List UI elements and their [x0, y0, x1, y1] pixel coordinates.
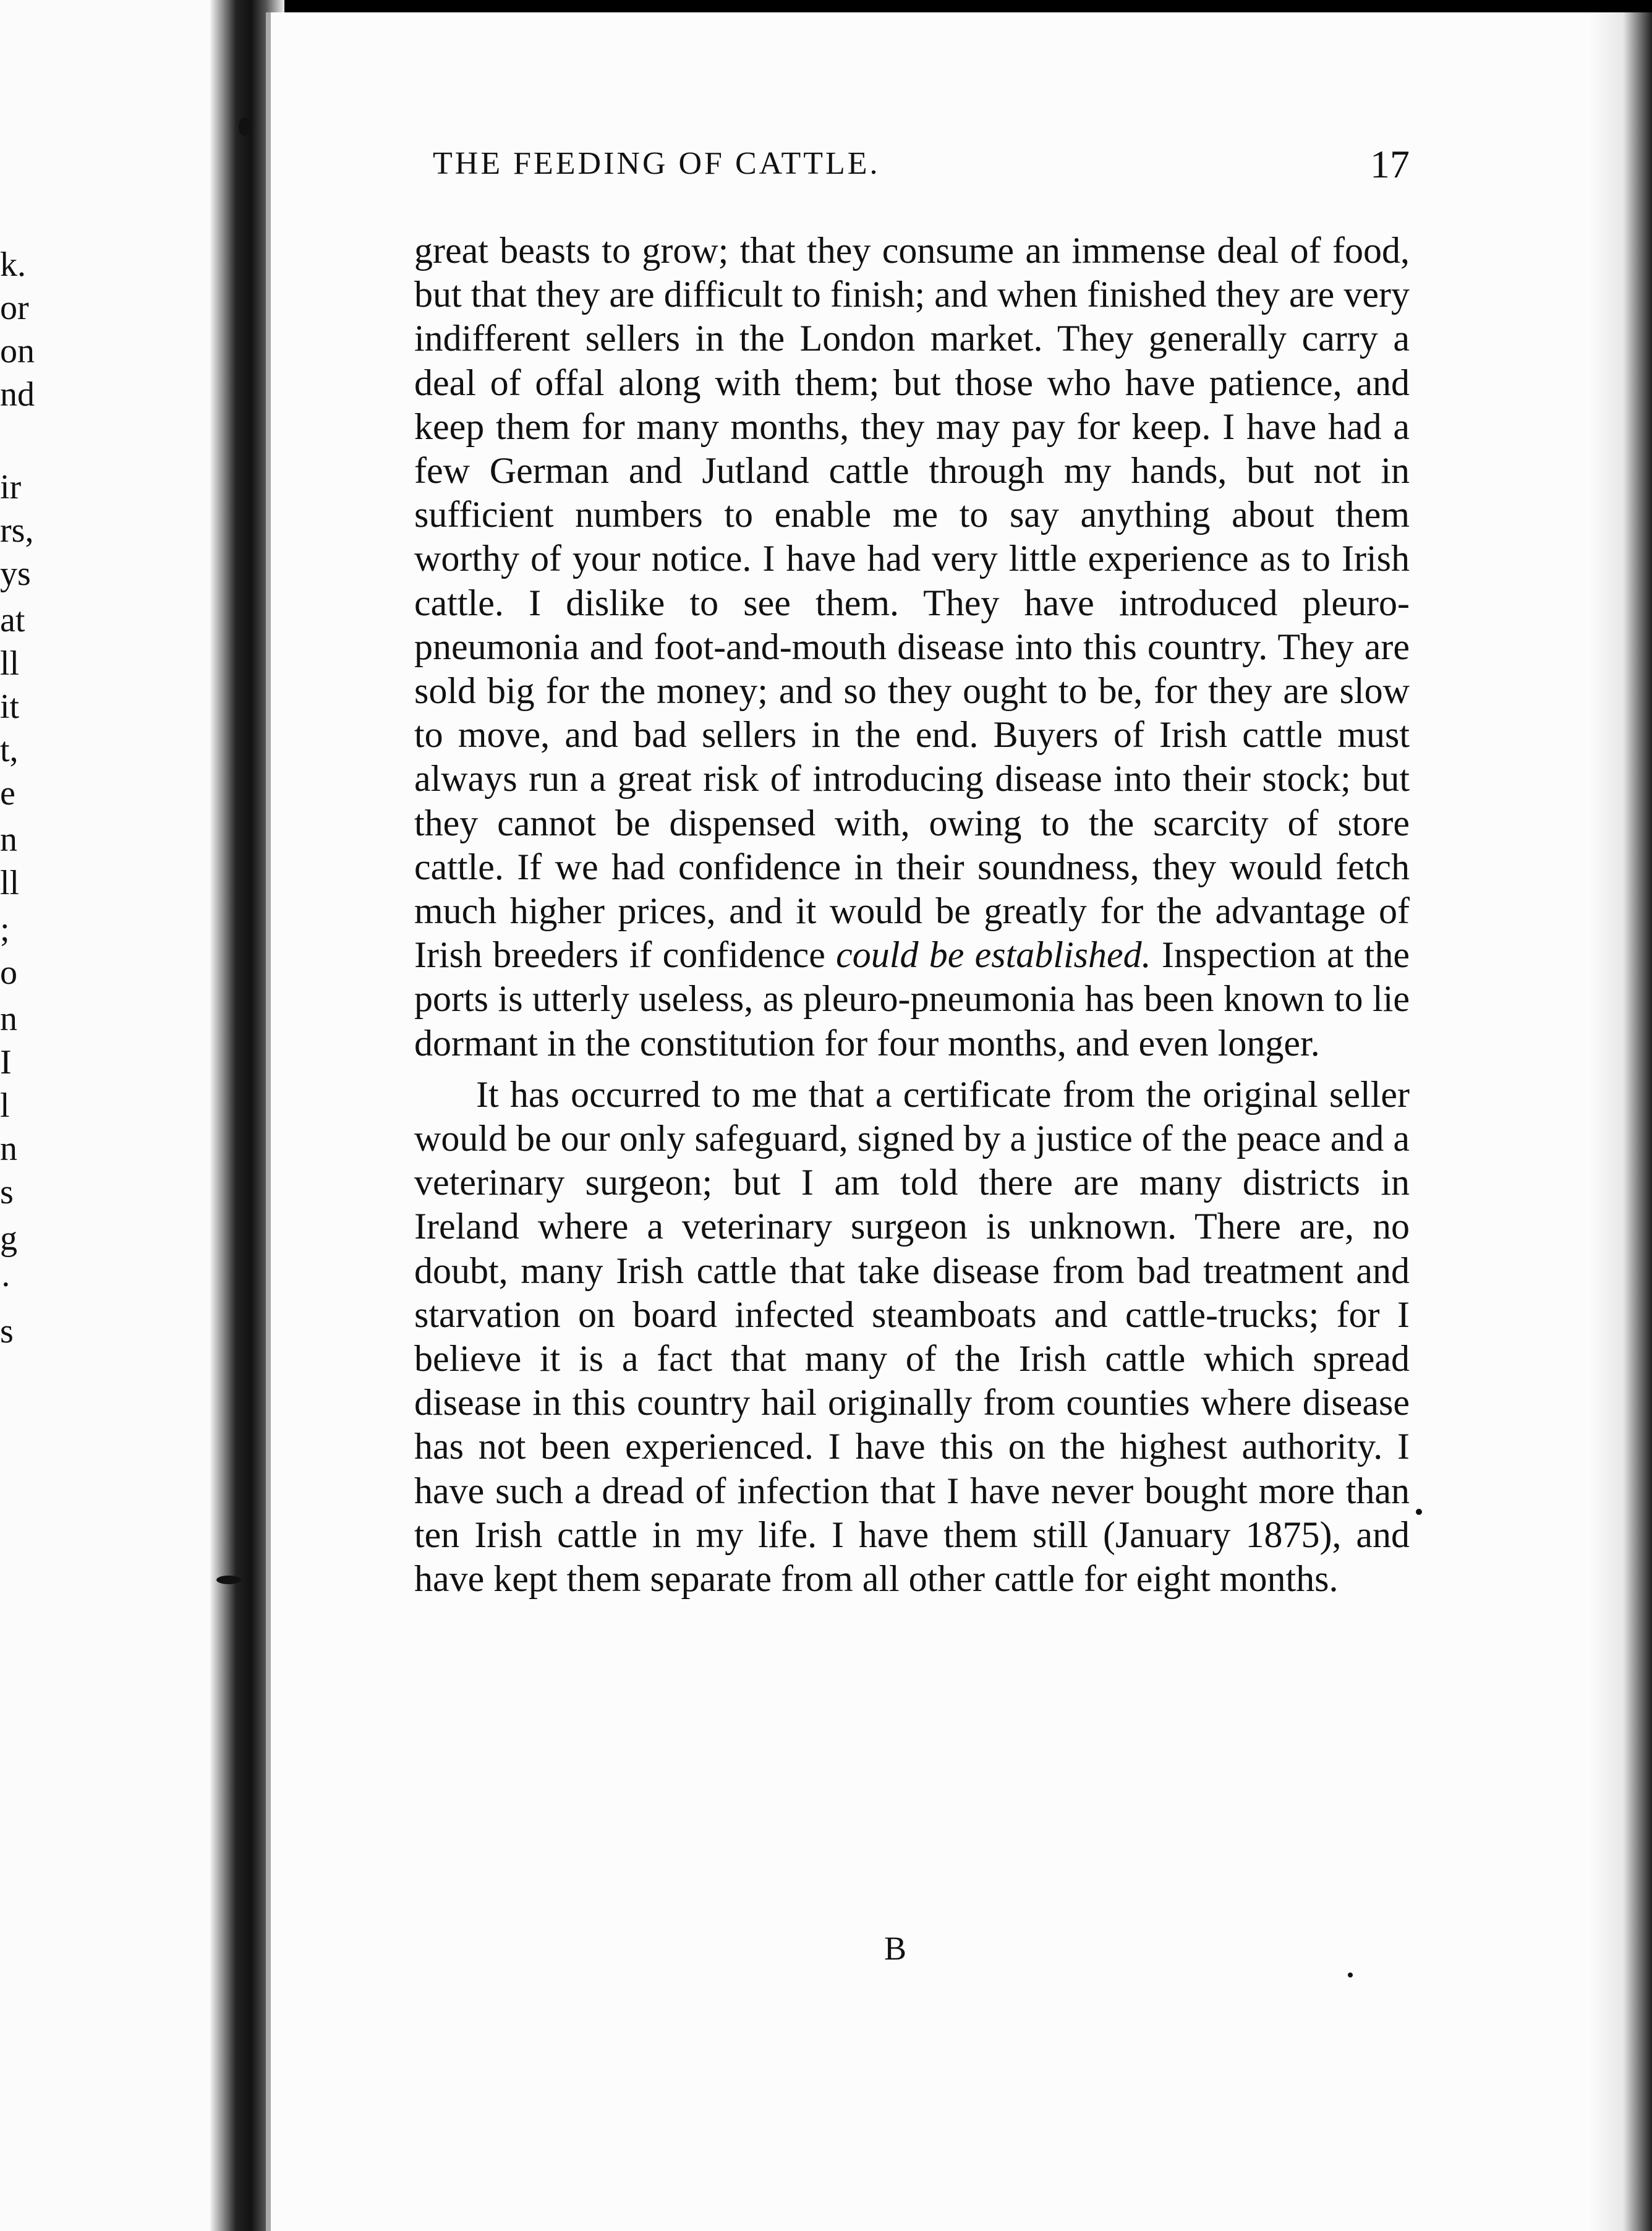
- left-page-fragment: s: [0, 1312, 14, 1350]
- left-page-fragment: k.: [0, 245, 26, 284]
- left-page-fragment: g: [0, 1219, 17, 1258]
- ink-speck: [1348, 1973, 1353, 1977]
- left-page-fragment: on: [0, 332, 35, 370]
- paragraph-text: great beasts to grow; that they consume an immense deal of food, but that they are difficult to finish; and when finished they are very indifferent sellers in the London market. They generally carry a deal of offal along with them; but those who have patience, and keep them for many months, they may pay for keep. I have had a few German and Jutland cattle through my hands, but not in sufficient numbers to enable me to say anything about them worthy of your notice. I have had very little experience as to Irish cattle. I dislike to see them. They have introduced pleuro-pneumonia and foot-and-mouth disease into this country. They are sold big for the money; and so they ought to be, for they are slow to move, and bad sellers in the end. Buyers of Irish cattle must always run a great risk of introducing disease into their stock; but they cannot be dispensed with, owing to the scarcity of store cattle. If we had confidence in their soundness, they would fetch much higher prices, and it would be greatly for the advantage of Irish breeders if confidence: [414, 230, 1410, 976]
- left-page-fragment: ll: [0, 864, 20, 902]
- left-page-fragment: or: [0, 289, 29, 327]
- paragraph: [414, 229, 1410, 1065]
- left-page-fragment: I: [0, 1043, 12, 1081]
- italic-phrase: could be established.: [836, 934, 1151, 976]
- left-page-fragment: t,: [0, 731, 19, 769]
- left-page-fragment: ·: [0, 1266, 12, 1304]
- left-page-fragment: n: [0, 821, 17, 859]
- ink-speck: [1416, 1509, 1422, 1515]
- paragraph-text: Inspection at the ports is utterly useless, as pleuro-pneumonia has been known to lie dormant in the constitution for four months, and even longer.: [414, 934, 1410, 1064]
- signature-mark: B: [884, 1930, 907, 1967]
- ink-speck: [216, 1576, 241, 1584]
- left-page-fragment: e: [0, 774, 15, 813]
- left-page-fragment: ;: [0, 910, 10, 949]
- running-head: [433, 142, 1410, 195]
- left-page-fragment: at: [0, 601, 25, 639]
- ink-speck: [239, 117, 250, 136]
- left-page-fragment: rs,: [0, 511, 34, 550]
- left-page-fragment: s: [0, 1173, 14, 1211]
- page-edge-shadow: [1589, 12, 1652, 2231]
- left-page-fragment: l: [0, 1086, 10, 1125]
- left-page-fragment: nd: [0, 375, 35, 414]
- left-page-fragment: n: [0, 1000, 17, 1038]
- page-number: 17: [1370, 142, 1410, 186]
- running-head-title: THE FEEDING OF CATTLE.: [433, 146, 880, 181]
- paragraph: It has occurred to me that a certificate from the original seller would be our only safeguard, signed by a justice of the peace and a veterinary surgeon; but I am told there are many districts in Ireland where a veterinary surgeon is unknown. There are, no doubt, many Irish cattle that take disease from bad treatment and starvation on board infected steamboats and cattle-trucks; for I believe it is a fact that many of the Irish cattle which spread disease in this country hail originally from counties where disease has not been experienced. I have this on the highest authority. I have such a dread of infection that I have never bought more than ten Irish cattle in my life. I have them still (January 1875), and have kept them separate from all other cattle for eight months.: [414, 1073, 1410, 1600]
- left-page-fragment: o: [0, 953, 17, 992]
- body-text: [414, 229, 1410, 1601]
- left-page-fragment: ll: [0, 644, 20, 683]
- left-page-fragment: ir: [0, 468, 22, 506]
- left-page-fragment: it: [0, 688, 20, 726]
- left-page-fragment: ys: [0, 555, 31, 593]
- left-page-fragment: n: [0, 1130, 17, 1168]
